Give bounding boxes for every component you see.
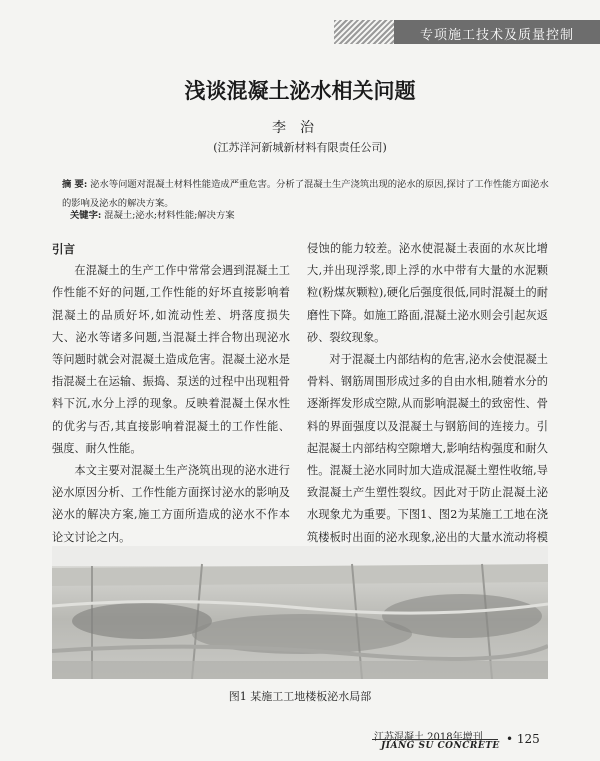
heading-intro: 引言 xyxy=(52,242,75,256)
bleeding-photo-image xyxy=(52,546,548,679)
section-header-text: 专项施工技术及质量控制 xyxy=(419,28,574,43)
figure-caption: 图1 某施工工地楼板泌水局部 xyxy=(228,690,372,703)
footer-journal-cn: 江苏混凝土 2018年增刊 xyxy=(374,732,483,743)
paragraph: 侵蚀的能力较差。泌水使混凝土表面的水灰比增大,并出现浮浆,即上浮的水中带有大量的水泥颗粒(粉煤灰颗粒),硬化后强度很低,同时混凝土的耐磨性下降。如施工路面,混凝土泌水则会引起灰返砂、裂纹现象。 xyxy=(307,242,548,344)
page-number: • 125 xyxy=(506,732,540,746)
abstract-label: 摘 要: xyxy=(62,179,88,190)
footer-divider xyxy=(372,739,498,740)
right-column xyxy=(307,238,548,571)
paragraph: 在混凝土的生产工作中常常会遇到混凝土工作性能不好的问题,工作性能的好坏直接影响着混凝土的品质好坏,如流动性差、坍落度损失大、泌水等诸多问题,当混凝土拌合物出现泌水等问题时就会对混凝土造成危害。混凝土泌水是指混凝土在运输、振捣、泵送的过程中出现粗骨料下沉,水分上浮的现象。反映着混凝土保水性的优劣与否,其直接影响着混凝土的工作性能、强度、耐久性能。 xyxy=(52,264,290,455)
footer-journal-en: JIANG SU CONCRETE xyxy=(381,741,500,751)
keywords-label: 关键字: xyxy=(70,210,102,221)
section-header-band xyxy=(394,20,600,44)
paragraph: 对于混凝土内部结构的危害,泌水会使混凝土骨料、钢筋周围形成过多的自由水相,随着水分的逐渐挥发形成空隙,从而影响混凝土的致密性、骨料的界面强度以及混凝土与钢筋间的连接力。引起混凝土内部结构空隙增大,影响结构强度和耐久性。混凝土泌水同时加大造成混凝土塑性收缩,导致混凝土产生塑性裂纹。因此对于防止混凝土泌水现象尤为重要。下图1、图2为某施工工地在浇筑楼板时出面的泌水现象,泌出的大量水流动将模 xyxy=(307,353,548,544)
author-affiliation: (江苏洋河新城新材料有限责任公司) xyxy=(213,141,387,154)
keywords xyxy=(70,207,552,221)
abstract-text: 泌水等问题对混凝土材料性能造成严重危害。分析了混凝土生产浇筑出现的泌水的原因,探讨了工作性能方面泌水的影响及泌水的解决方案。 xyxy=(62,179,549,209)
figure-photo xyxy=(52,546,548,679)
article-title: 浅谈混凝土泌水相关问题 xyxy=(184,79,416,103)
author-name: 李治 xyxy=(272,120,328,136)
paragraph: 本文主要对混凝土生产浇筑出现的泌水进行泌水原因分析、工作性能方面探讨泌水的影响及泌水的解决方案,施工方面所造成的泌水不作本论文讨论之内。 xyxy=(52,464,290,544)
keywords-text: 混凝土;泌水;材料性能;解决方案 xyxy=(104,210,235,221)
